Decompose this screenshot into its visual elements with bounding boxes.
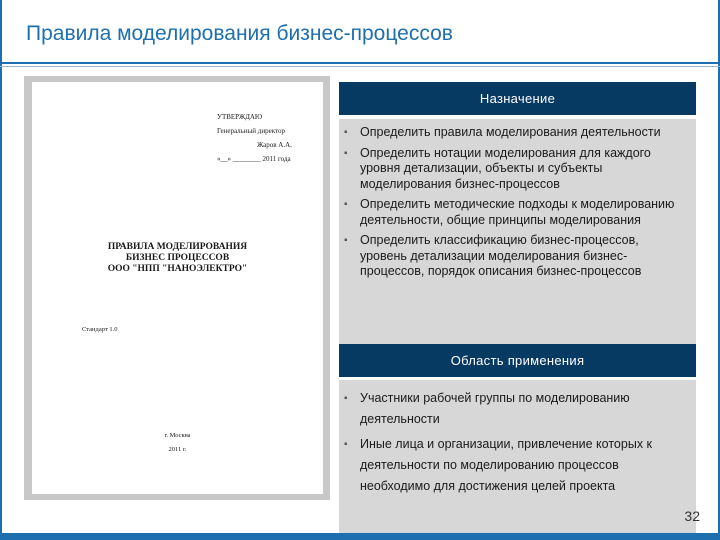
approval-line: Генеральный директор bbox=[217, 127, 285, 135]
approval-line: Жаров А.А. bbox=[257, 141, 292, 149]
bullet-icon: ▪ bbox=[344, 127, 348, 138]
document-title bbox=[32, 242, 323, 275]
bullet-icon: ▪ bbox=[344, 235, 348, 246]
list-item bbox=[344, 145, 682, 193]
approval-block bbox=[217, 110, 292, 166]
list-item bbox=[344, 197, 682, 228]
purpose-panel bbox=[339, 82, 696, 345]
purpose-body bbox=[339, 119, 696, 345]
bullet-icon: ▪ bbox=[344, 199, 348, 210]
document-year: 2011 г. bbox=[168, 446, 187, 453]
list-item bbox=[344, 233, 682, 280]
approval-line: «__» ________ 2011 года bbox=[217, 155, 291, 163]
document-title-line: БИЗНЕС ПРОЦЕССОВ bbox=[125, 253, 230, 263]
list-item-text: Определить правила моделирования деятельности bbox=[360, 125, 661, 139]
page-number: 32 bbox=[684, 508, 700, 524]
title-divider-thin bbox=[0, 66, 720, 67]
scope-body bbox=[339, 380, 696, 533]
document-title-line: ПРАВИЛА МОДЕЛИРОВАНИЯ bbox=[107, 242, 248, 252]
document-title-line: ООО "НПП "НАНОЭЛЕКТРО" bbox=[107, 264, 248, 274]
approval-line: УТВЕРЖДАЮ bbox=[217, 113, 263, 121]
document-footer bbox=[32, 429, 323, 457]
bottom-bar bbox=[0, 533, 720, 540]
list-item-text: Участники рабочей группы по моделированию деятельности bbox=[360, 391, 630, 426]
slide-title: Правила моделирования бизнес-процессов bbox=[26, 22, 453, 45]
bullet-icon: ▪ bbox=[344, 147, 348, 159]
document-preview bbox=[24, 76, 330, 500]
document-version: Стандарт 1.0 bbox=[82, 326, 118, 333]
purpose-list bbox=[339, 125, 696, 280]
list-item bbox=[344, 388, 682, 430]
scope-panel bbox=[339, 344, 696, 533]
scope-header: Область применения bbox=[339, 344, 696, 377]
list-item-text: Определить нотации моделирования для каждого уровня детализации, объекты и субъекты моделирования бизнес-процессов bbox=[360, 145, 651, 191]
list-item bbox=[344, 434, 682, 497]
document-city: г. Москва bbox=[164, 432, 191, 439]
list-item-text: Определить методические подходы к моделированию деятельности, общие принципы моделирования bbox=[360, 197, 675, 227]
list-item bbox=[344, 125, 682, 141]
document-page bbox=[32, 82, 323, 494]
scope-list bbox=[339, 388, 696, 497]
list-item-text: Иные лица и организации, привлечение которых к деятельности по моделированию процессов необходимо для достижения целей проекта bbox=[360, 437, 653, 493]
bullet-icon: ▪ bbox=[344, 439, 348, 450]
purpose-header: Назначение bbox=[339, 82, 696, 115]
bullet-icon: ▪ bbox=[344, 393, 348, 404]
left-frame-line bbox=[0, 0, 2, 540]
list-item-text: Определить классификацию бизнес-процессов, уровень детализации моделирования бизнес-процессов, порядок описания бизнес-процессов bbox=[360, 233, 642, 278]
title-divider bbox=[0, 62, 720, 64]
